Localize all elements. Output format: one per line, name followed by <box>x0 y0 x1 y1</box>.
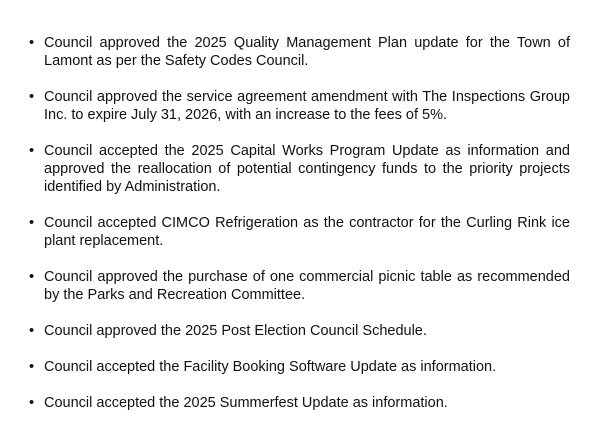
bullet-icon: • <box>29 269 35 285</box>
list-item <box>29 88 570 124</box>
bullet-icon: • <box>29 359 35 375</box>
list-item-text: Council approved the 2025 Quality Management Plan update for the Town of Lamont as per the Safety Codes Council. <box>44 35 570 69</box>
list-item <box>29 268 570 304</box>
list-item <box>29 358 570 376</box>
bullet-icon: • <box>29 395 35 411</box>
list-item-text: Council approved the purchase of one commercial picnic table as recommended by the Parks and Recreation Committee. <box>44 269 570 303</box>
list-item-text: Council accepted the 2025 Capital Works Program Update as information and approved the reallocation of potential contingency funds to the priority projects identified by Administration. <box>44 143 570 195</box>
list-item-text: Council accepted CIMCO Refrigeration as the contractor for the Curling Rink ice plant replacement. <box>44 215 570 249</box>
bullet-icon: • <box>29 89 35 105</box>
list-item <box>29 142 570 196</box>
bullet-icon: • <box>29 35 35 51</box>
highlights-list <box>0 34 600 430</box>
list-item-text: Council accepted the Facility Booking Software Update as information. <box>44 359 497 375</box>
list-item-text: Council approved the 2025 Post Election Council Schedule. <box>44 323 427 339</box>
list-item <box>29 34 570 70</box>
list-item-text: Council accepted the 2025 Summerfest Update as information. <box>44 395 448 411</box>
bullet-icon: • <box>29 215 35 231</box>
list-item <box>29 214 570 250</box>
list-item <box>29 394 570 412</box>
list-item <box>29 322 570 340</box>
list-item-text: Council approved the service agreement amendment with The Inspections Group Inc. to expire July 31, 2026, with an increase to the fees of 5%. <box>44 89 570 123</box>
bullet-icon: • <box>29 143 35 159</box>
bullet-icon: • <box>29 323 35 339</box>
